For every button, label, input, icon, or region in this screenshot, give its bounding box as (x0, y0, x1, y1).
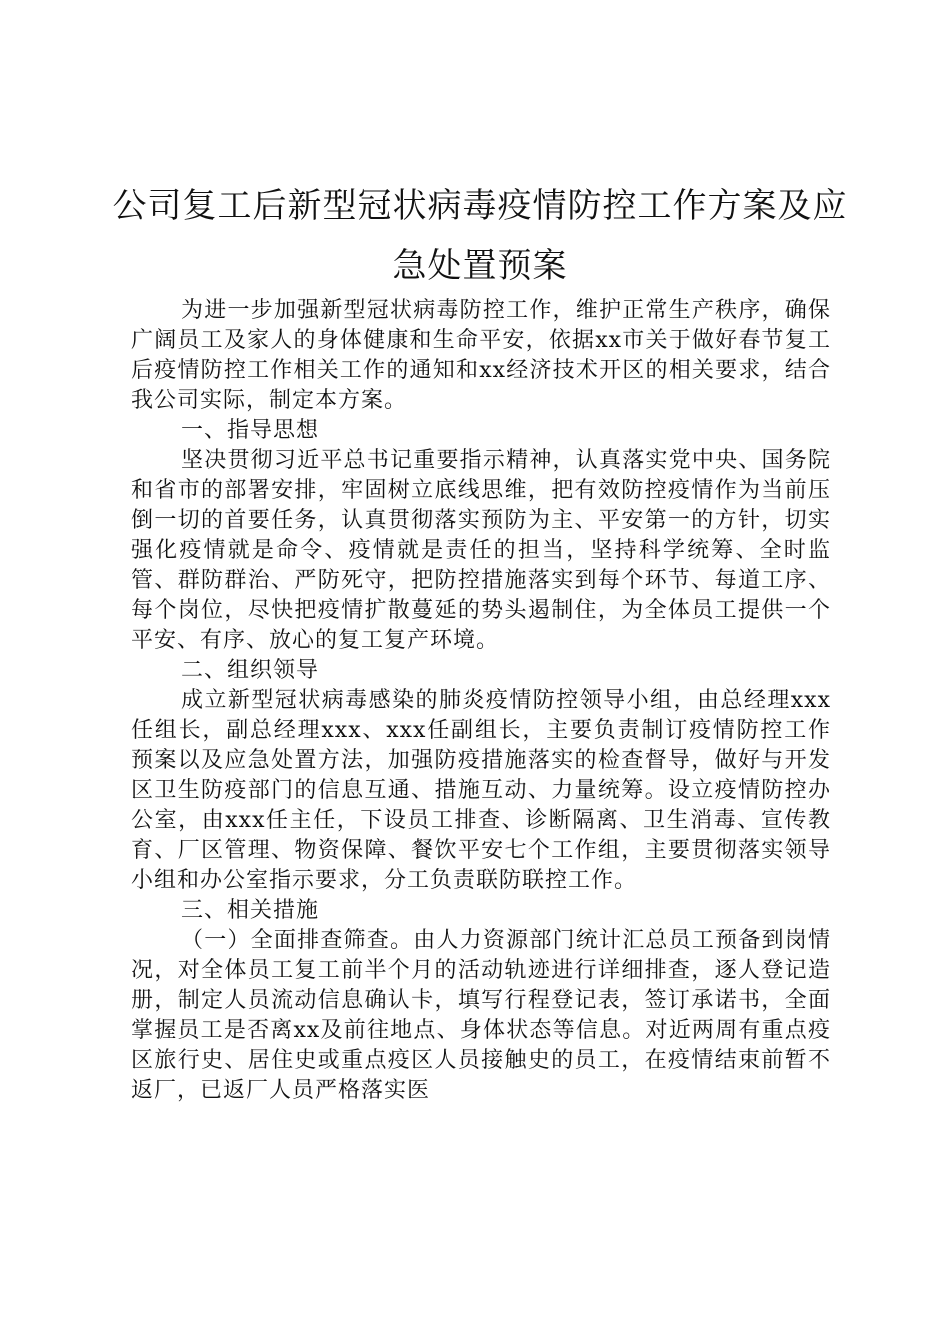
document-body (131, 296, 831, 1106)
section-body-guiding-ideology: 坚决贯彻习近平总书记重要指示精神，认真落实党中央、国务院和省市的部署安排，牢固树立底线思维，把有效防控疫情作为当前压倒一切的首要任务，认真贯彻落实预防为主、平安第一的方针，切实强化疫情就是命令、疫情就是责任的担当，坚持科学统筹、全时监管、群防群治、严防死守，把防控措施落实到每个环节、每道工序、每个岗位，尽快把疫情扩散蔓延的势头遏制住，为全体员工提供一个平安、有序、放心的复工复产环境。 (131, 448, 831, 653)
document-title: 公司复工后新型冠状病毒疫情防控工作方案及应急处置预案 (112, 186, 848, 286)
intro-paragraph: 为进一步加强新型冠状病毒防控工作，维护正常生产秩序，确保广阔员工及家人的身体健康和生命平安，依据xx市关于做好春节复工后疫情防控工作相关工作的通知和xx经济技术开区的相关要求，结合我公司实际，制定本方案。 (131, 298, 831, 413)
section-heading-guiding-ideology: 一、指导思想 (181, 418, 320, 443)
section-body-organization: 成立新型冠状病毒感染的肺炎疫情防控领导小组，由总经理xxx任组长，副总经理xxx、xxx任副组长，主要负责制订疫情防控工作预案以及应急处置方法，加强防疫措施落实的检查督导，做好与开发区卫生防疫部门的信息互通、措施互动、力量统筹。设立疫情防控办公室，由xxx任主任，下设员工排查、诊断隔离、卫生消毒、宣传教育、厂区管理、物资保障、餐饮平安七个工作组，主要贯彻落实领导小组和办公室指示要求，分工负责联防联控工作。 (131, 688, 831, 893)
section-body-measures: （一）全面排查筛查。由人力资源部门统计汇总员工预备到岗情况，对全体员工复工前半个月的活动轨迹进行详细排查，逐人登记造册，制定人员流动信息确认卡，填写行程登记表，签订承诺书，全面掌握员工是否离xx及前往地点、身体状态等信息。对近两周有重点疫区旅行史、居住史或重点疫区人员接触史的员工，在疫情结束前暂不返厂，已返厂人员严格落实医 (131, 928, 831, 1103)
section-heading-measures: 三、相关措施 (181, 898, 320, 923)
section-heading-organization: 二、组织领导 (181, 658, 320, 683)
